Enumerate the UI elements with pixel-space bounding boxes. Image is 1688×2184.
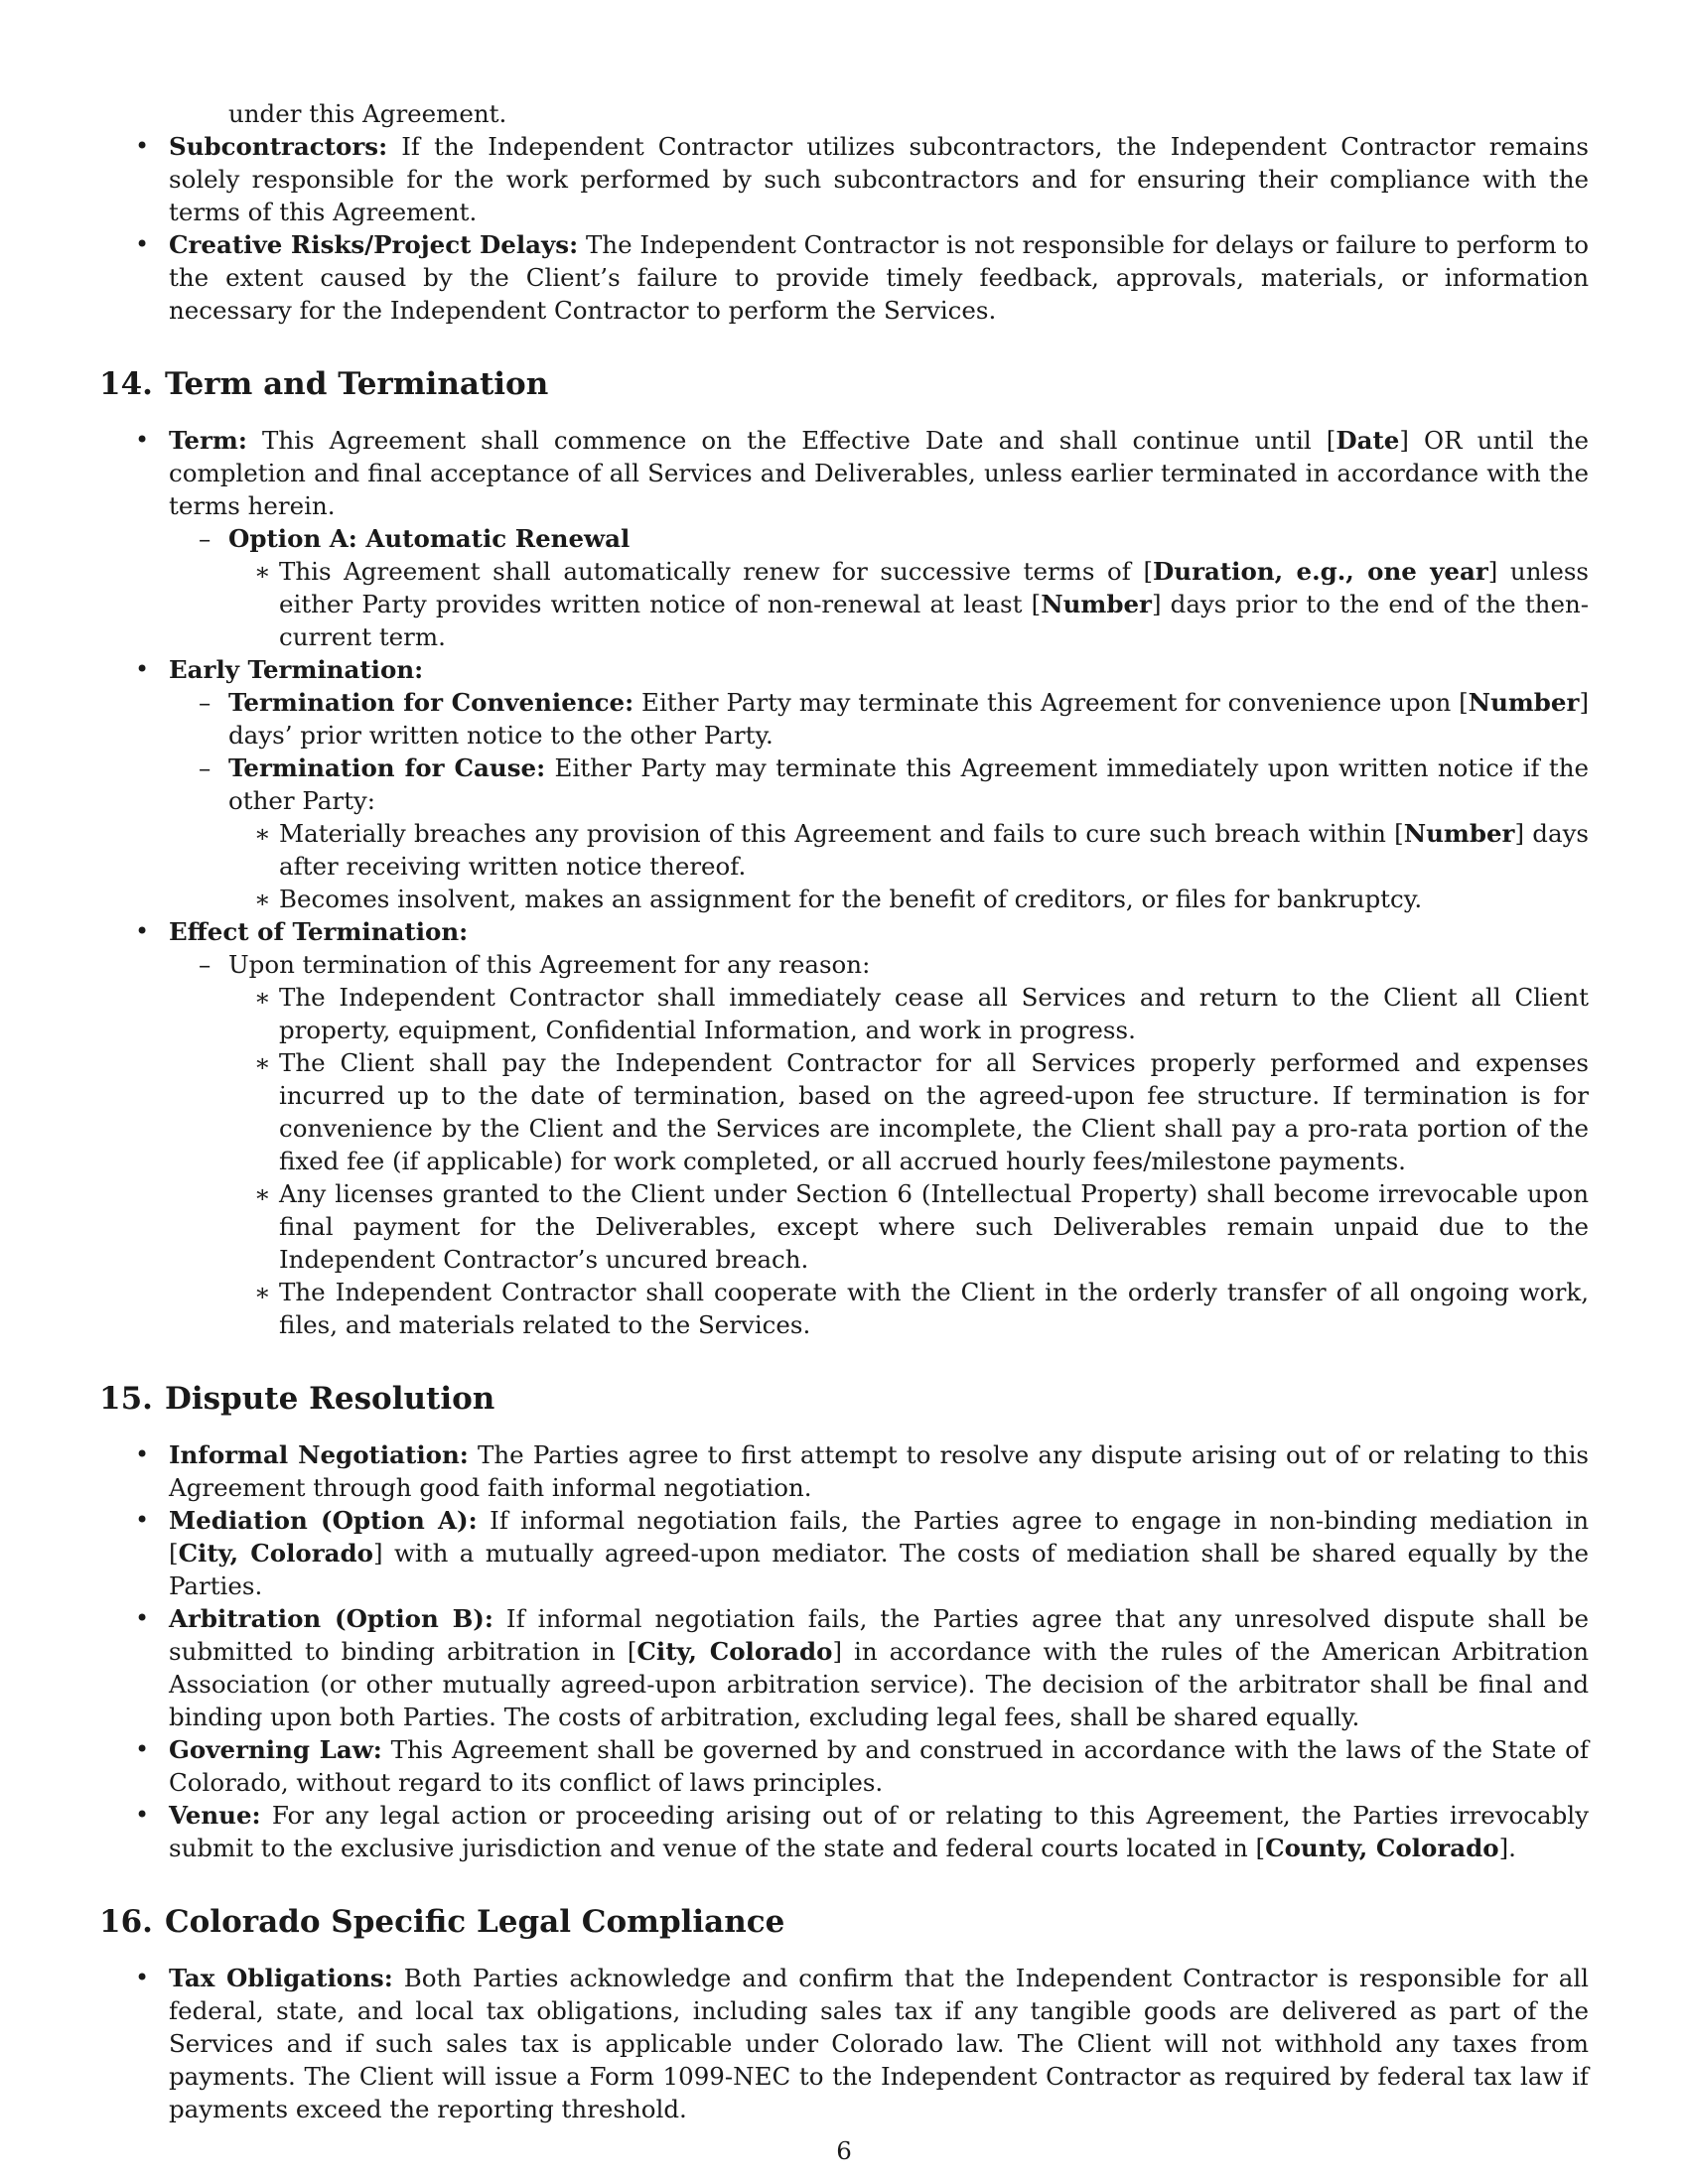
list-item: • Governing Law: This Agreement shall be governed by and construed in accordance with the laws of the State of Colorado, without regard to its conflict of laws principles. [99, 1733, 1589, 1799]
list-item: ∗ The Client shall pay the Independent Contractor for all Services properly performed and expenses incurred up to the date of termination, based on the agreed-upon fee structure. If termination is for convenience by the Client and the Services are incomplete, the Client shall pay a pro-rata portion of the fixed fee (if applicable) for work completed, or all accrued hourly fees/milestone payments. [228, 1046, 1589, 1177]
page-number: 6 [836, 2136, 852, 2165]
section-14-heading: 14. Term and Termination [99, 366, 549, 402]
section-14-list [99, 424, 1589, 1341]
list-item: • Arbitration (Option B): If informal negotiation fails, the Parties agree that any unresolved dispute shall be submitted to binding arbitration in [City, Colorado] in accordance with the rules of the American Arbitration Association (or other mutually agreed-upon arbitration service). The decision of the arbitrator shall be final and binding upon both Parties. The costs of arbitration, excluding legal fees, shall be shared equally. [99, 1602, 1589, 1733]
document-page [99, 97, 1589, 2125]
section-15-list [99, 1438, 1589, 1864]
section-16-heading: 16. Colorado Specific Legal Compliance [99, 1904, 785, 1940]
early-termination-item: • Early Termination: – Termination for Convenience: Either Party may terminate this Agreement for convenience upon [Number] days’ prior written notice to the other Party. – Termination for Cause: Either Party may terminate this Agreement immediately upon written notice if the other Party: ∗ Materially breaches any provision of this Agreement and fails to cure such breach within [Number] days after receiving written notice thereof. ∗ Becomes insolvent, makes an assignment for the benefit of creditors, or files for bankruptcy. [99, 653, 1589, 915]
section-16-list [99, 1962, 1589, 2125]
list-item: ∗ The Independent Contractor shall cooperate with the Client in the orderly transfer of all ongoing work, files, and materials related to the Services. [228, 1276, 1589, 1341]
list-item: ∗ Becomes insolvent, makes an assignment for the benefit of creditors, or files for bankruptcy. [228, 883, 1589, 915]
list-item: • Mediation (Option A): If informal negotiation fails, the Parties agree to engage in non-binding mediation in [City, Colorado] with a mutually agreed-upon mediator. The costs of mediation shall be shared equally by the Parties. [99, 1504, 1589, 1602]
effect-intro: – Upon termination of this Agreement for any reason: ∗ The Independent Contractor shall immediately cease all Services and return to the Client all Client property, equipment, Confidential Information, and work in progress. ∗ The Client shall pay the Independent Contractor for all Services properly performed and expenses incurred up to the date of termination, based on the agreed-upon fee structure. If termination is for convenience by the Client and the Services are incomplete, the Client shall pay a pro-rata portion of the fixed fee (if applicable) for work completed, or all accrued hourly fees/milestone payments. ∗ Any licenses granted to the Client under Section 6 (Intellectual Property) shall become irrevocable upon final payment for the Deliverables, except where such Deliverables remain unpaid due to the Independent Contractor’s uncured breach. ∗ The Independent Contractor shall cooperate with the Client in the orderly transfer of all ongoing work, files, and materials related to the Services. [169, 948, 1589, 1341]
term-item: • Term: This Agreement shall commence on the Effective Date and shall continue until [Date] OR until the completion and final acceptance of all Services and Deliverables, unless earlier terminated in accordance with the terms herein. – Option A: Automatic Renewal ∗ This Agreement shall automatically renew for successive terms of [Duration, e.g., one year] unless either Party provides written notice of non-renewal at least [Number] days prior to the end of the then-current term. [99, 424, 1589, 653]
continuation-text: under this Agreement. [228, 99, 507, 128]
list-item: • Venue: For any legal action or proceeding arising out of or relating to this Agreement, the Parties irrevocably submit to the exclusive jurisdiction and venue of the state and federal courts located in [County, Colorado]. [99, 1799, 1589, 1864]
list-item: • Subcontractors: If the Independent Contractor utilizes subcontractors, the Independent Contractor remains solely responsible for the work performed by such subcontractors and for ensuring their compliance with the terms of this Agreement. [99, 130, 1589, 228]
convenience-item: – Termination for Convenience: Either Party may terminate this Agreement for convenience upon [Number] days’ prior written notice to the other Party. [169, 686, 1589, 751]
list-item: ∗ Materially breaches any provision of this Agreement and fails to cure such breach within [Number] days after receiving written notice thereof. [228, 817, 1589, 883]
list-item: • Informal Negotiation: The Parties agree to first attempt to resolve any dispute arising out of or relating to this Agreement through good faith informal negotiation. [99, 1438, 1589, 1504]
list-item: ∗ Any licenses granted to the Client under Section 6 (Intellectual Property) shall become irrevocable upon final payment for the Deliverables, except where such Deliverables remain unpaid due to the Independent Contractor’s uncured breach. [228, 1177, 1589, 1276]
section-15-heading: 15. Dispute Resolution [99, 1381, 495, 1417]
list-item: • Tax Obligations: Both Parties acknowledge and confirm that the Independent Contractor is responsible for all federal, state, and local tax obligations, including sales tax if any tangible goods are delivered as part of the Services and if such sales tax is applicable under Colorado law. The Client will not withhold any taxes from payments. The Client will issue a Form 1099-NEC to the Independent Contractor as required by federal tax law if payments exceed the reporting threshold. [99, 1962, 1589, 2125]
effect-of-termination-item: • Effect of Termination: – Upon termination of this Agreement for any reason: ∗ The Independent Contractor shall immediately cease all Services and return to the Client all Client property, equipment, Confidential Information, and work in progress. ∗ The Client shall pay the Independent Contractor for all Services properly performed and expenses incurred up to the date of termination, based on the agreed-upon fee structure. If termination is for convenience by the Client and the Services are incomplete, the Client shall pay a pro-rata portion of the fixed fee (if applicable) for work completed, or all accrued hourly fees/milestone payments. ∗ Any licenses granted to the Client under Section 6 (Intellectual Property) shall become irrevocable upon final payment for the Deliverables, except where such Deliverables remain unpaid due to the Independent Contractor’s uncured breach. ∗ The Independent Contractor shall cooperate with the Client in the orderly transfer of all ongoing work, files, and materials related to the Services. [99, 915, 1589, 1341]
obligations-list [99, 130, 1589, 327]
list-item: ∗ The Independent Contractor shall immediately cease all Services and return to the Client all Client property, equipment, Confidential Information, and work in progress. [228, 981, 1589, 1046]
list-item: • Creative Risks/Project Delays: The Independent Contractor is not responsible for delays or failure to perform to the extent caused by the Client’s failure to provide timely feedback, approvals, materials, or information necessary for the Independent Contractor to perform the Services. [99, 228, 1589, 327]
cause-item: – Termination for Cause: Either Party may terminate this Agreement immediately upon written notice if the other Party: ∗ Materially breaches any provision of this Agreement and fails to cure such breach within [Number] days after receiving written notice thereof. ∗ Becomes insolvent, makes an assignment for the benefit of creditors, or files for bankruptcy. [169, 751, 1589, 915]
renewal-item: ∗ This Agreement shall automatically renew for successive terms of [Duration, e.g., one year] unless either Party provides written notice of non-renewal at least [Number] days prior to the end of the then-current term. [228, 555, 1589, 653]
option-a-item: – Option A: Automatic Renewal ∗ This Agreement shall automatically renew for successive terms of [Duration, e.g., one year] unless either Party provides written notice of non-renewal at least [Number] days prior to the end of the then-current term. [169, 522, 1589, 653]
